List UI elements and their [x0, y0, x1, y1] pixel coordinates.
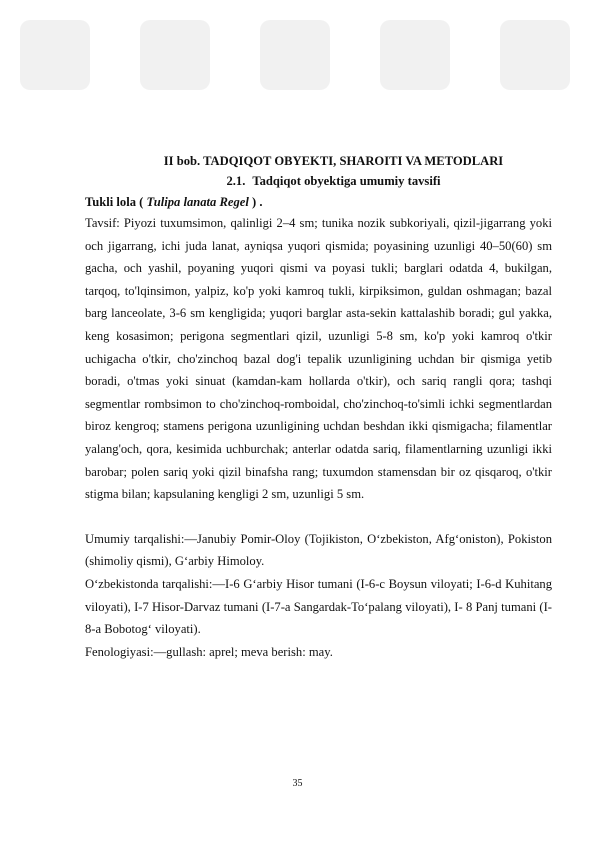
section-number: 2.1.: [226, 174, 246, 188]
phenology-paragraph: Fenologiyasi:—gullash: aprel; meva berish: may.: [85, 644, 333, 659]
section-title: Tadqiqot obyektiga umumiy tavsifi: [252, 174, 441, 188]
page-number: 35: [292, 778, 303, 789]
species-heading: [85, 192, 552, 212]
species-suffix: ) .: [248, 195, 263, 209]
general-distribution-paragraph: Umumiy tarqalishi:—Janubiy Pomir-Oloy (Tojikiston, Oʻzbekiston, Afgʻoniston), Pokiston (shimoliy qismi), Gʻarbiy Himoloy.: [85, 531, 552, 569]
species-prefix: Tukli lola (: [85, 195, 147, 209]
uzbekistan-distribution-paragraph: Oʻzbekistonda tarqalishi:—I-6 Gʻarbiy Hisor tumani (I-6-c Boysun viloyati; I-6-d Kuhitang viloyati), I-7 Hisor-Darvaz tumani (I-7-a Sangardak-Toʻpalang viloyati), I- 8 Panj tumani (I-8-a Bobotogʻ viloyati).: [85, 576, 552, 637]
chapter-title: II bob. TADQIQOT OBYEKTI, SHAROITI VA METODLARI: [163, 154, 504, 168]
species-latin-name: Tulipa lanata Regel: [146, 195, 249, 209]
watermark-pattern: [0, 0, 595, 130]
description-paragraph: Tavsif: Piyozi tuxumsimon, qalinligi 2–4 sm; tunika nozik subkoriyali, qizil-jigarrang yoki och jigarrang, ichi juda lanat, ayniqsa yuqori qismida; poyasining uzunligi 40–50(60) sm gacha, och yashil, poyaning yuqori qismi va poyasi tukli; barglari odatda 4, bukilgan, tarqoq, to'lqinsimon, yalpiz, ko'p yoki kamroq tukli, kirpiksimon, guldan oshmagan; bazal barg lanceolate, 3-6 sm kengligida; yuqori barglar asta-sekin kattalashib boradi; gul yakka, keng kosasimon; perigona segmentlari qizil, uzunligi 5-8 sm, ko'p yoki kamroq o'tkir uchigacha o'tkir, cho'zinchoq bazal dog'i tepalik uzunligining uchdan bir qismiga yetib boradi, o'tmas yoki sinuat (kamdan-kam hollarda o'tkir), och sariq rangli qora; tashqi segmentlar rombsimon to cho'zinchoq-romboidal, cho'zinchoq-to'simli ichki segmentlardan biroz kengroq; stamens perigona uzunligining uchdan beshdan ikki qismigacha; filamentlar yalang'och, qora, kesimida uchburchak; anterlar odatda sariq, filamentlarning uzunligi ikki barobar; polen sariq yoki qizil binafsha rang; tuxumdon stamensdan bir oz qisqaroq, o'tkir stigma bilan; kapsulaning kengligi 2 sm, uzunligi 5 sm.: [85, 216, 552, 502]
document-content: [85, 151, 552, 663]
paragraph-spacer: [85, 506, 552, 528]
section-heading: [85, 171, 552, 192]
